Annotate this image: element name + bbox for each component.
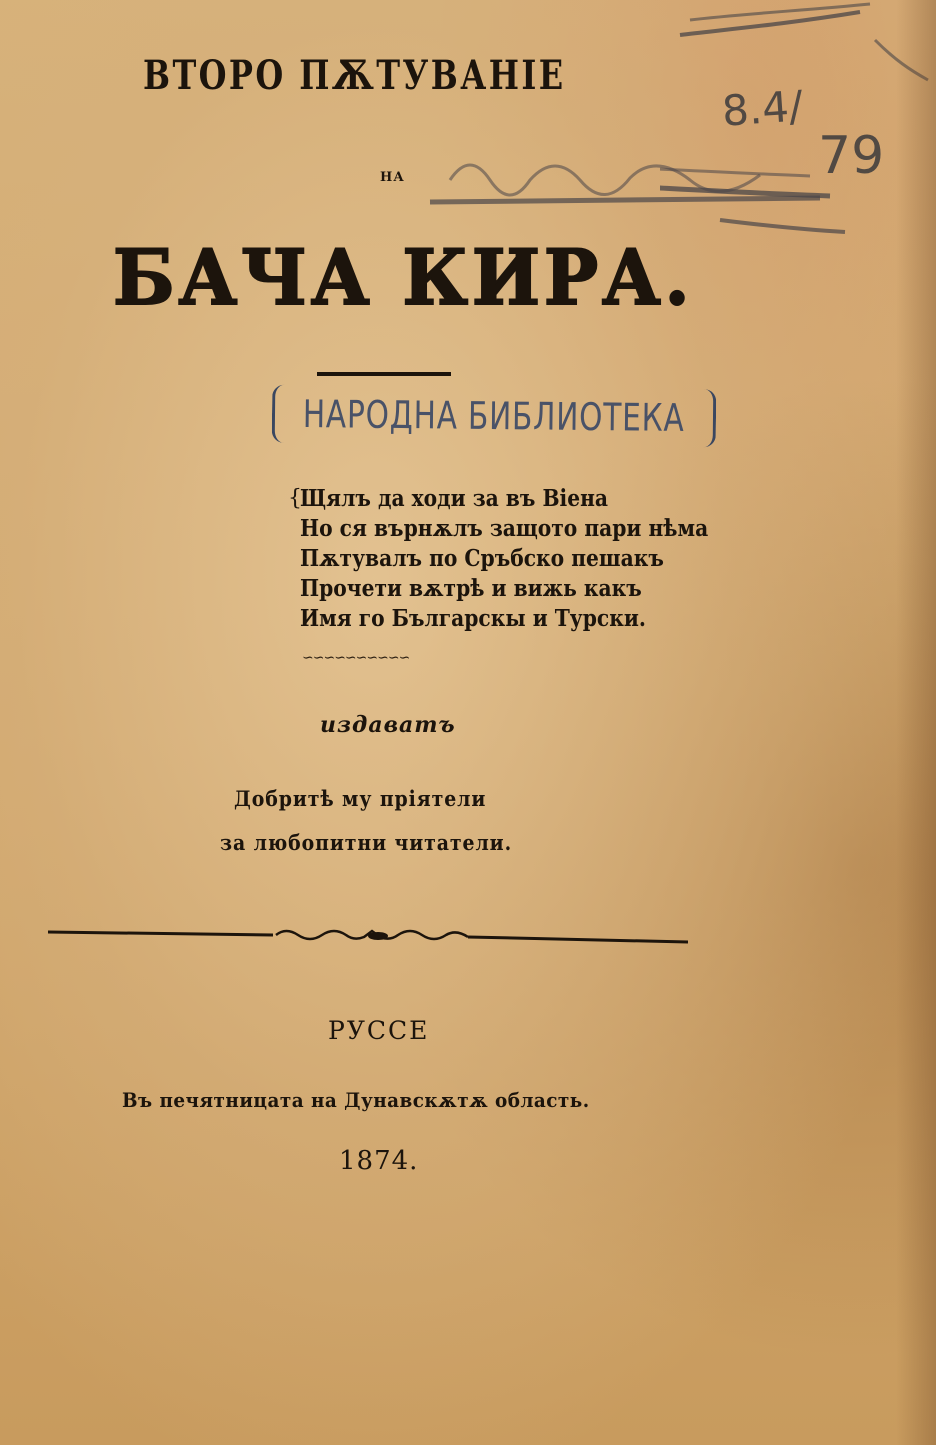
book-subtitle: ВТОРО ПѪТУВАНІЕ [143,52,566,99]
epigraph-verse [300,484,708,634]
squiggle-divider: ∽∽∽∽∽∽∽∽∽∽ [302,650,410,666]
verse-line: Прочети вѫтрѣ и вижь какъ [300,575,642,602]
publication-place: РУССЕ [328,1016,430,1045]
published-by-label: издаватъ [320,712,456,738]
pencil-shelfmark-line1: 8.4/ [720,81,805,136]
publication-year: 1874. [339,1146,419,1176]
title-conjunction: НА [380,170,405,185]
pencil-shelfmark-line2: 79 [818,126,885,186]
library-stamp-text: НАРОДНА БИБЛИОТЕКА [302,392,686,440]
publishers-line-2: за любопитни читатели. [220,830,513,855]
verse-line: Имя го Българскы и Турски. [300,605,646,632]
book-title: БАЧА КИРА. [113,233,694,322]
library-stamp [272,385,717,448]
pencil-crossed-out-text [420,140,840,230]
verse-line: Пѫтувалъ по Сръбско пешакъ [300,545,664,572]
verse-line: Но ся върнѫлъ защото пари нѣма [300,515,709,542]
ornamental-divider [48,924,688,948]
printing-press: Въ печятницата на Дунавскѫтѫ область. [122,1088,590,1112]
title-rule [317,372,451,376]
verse-bracket-icon: { [288,486,302,511]
publishers-line-1: Добритѣ му пріятели [234,786,487,811]
verse-line: Щялъ да ходи за въ Віена [300,485,609,512]
